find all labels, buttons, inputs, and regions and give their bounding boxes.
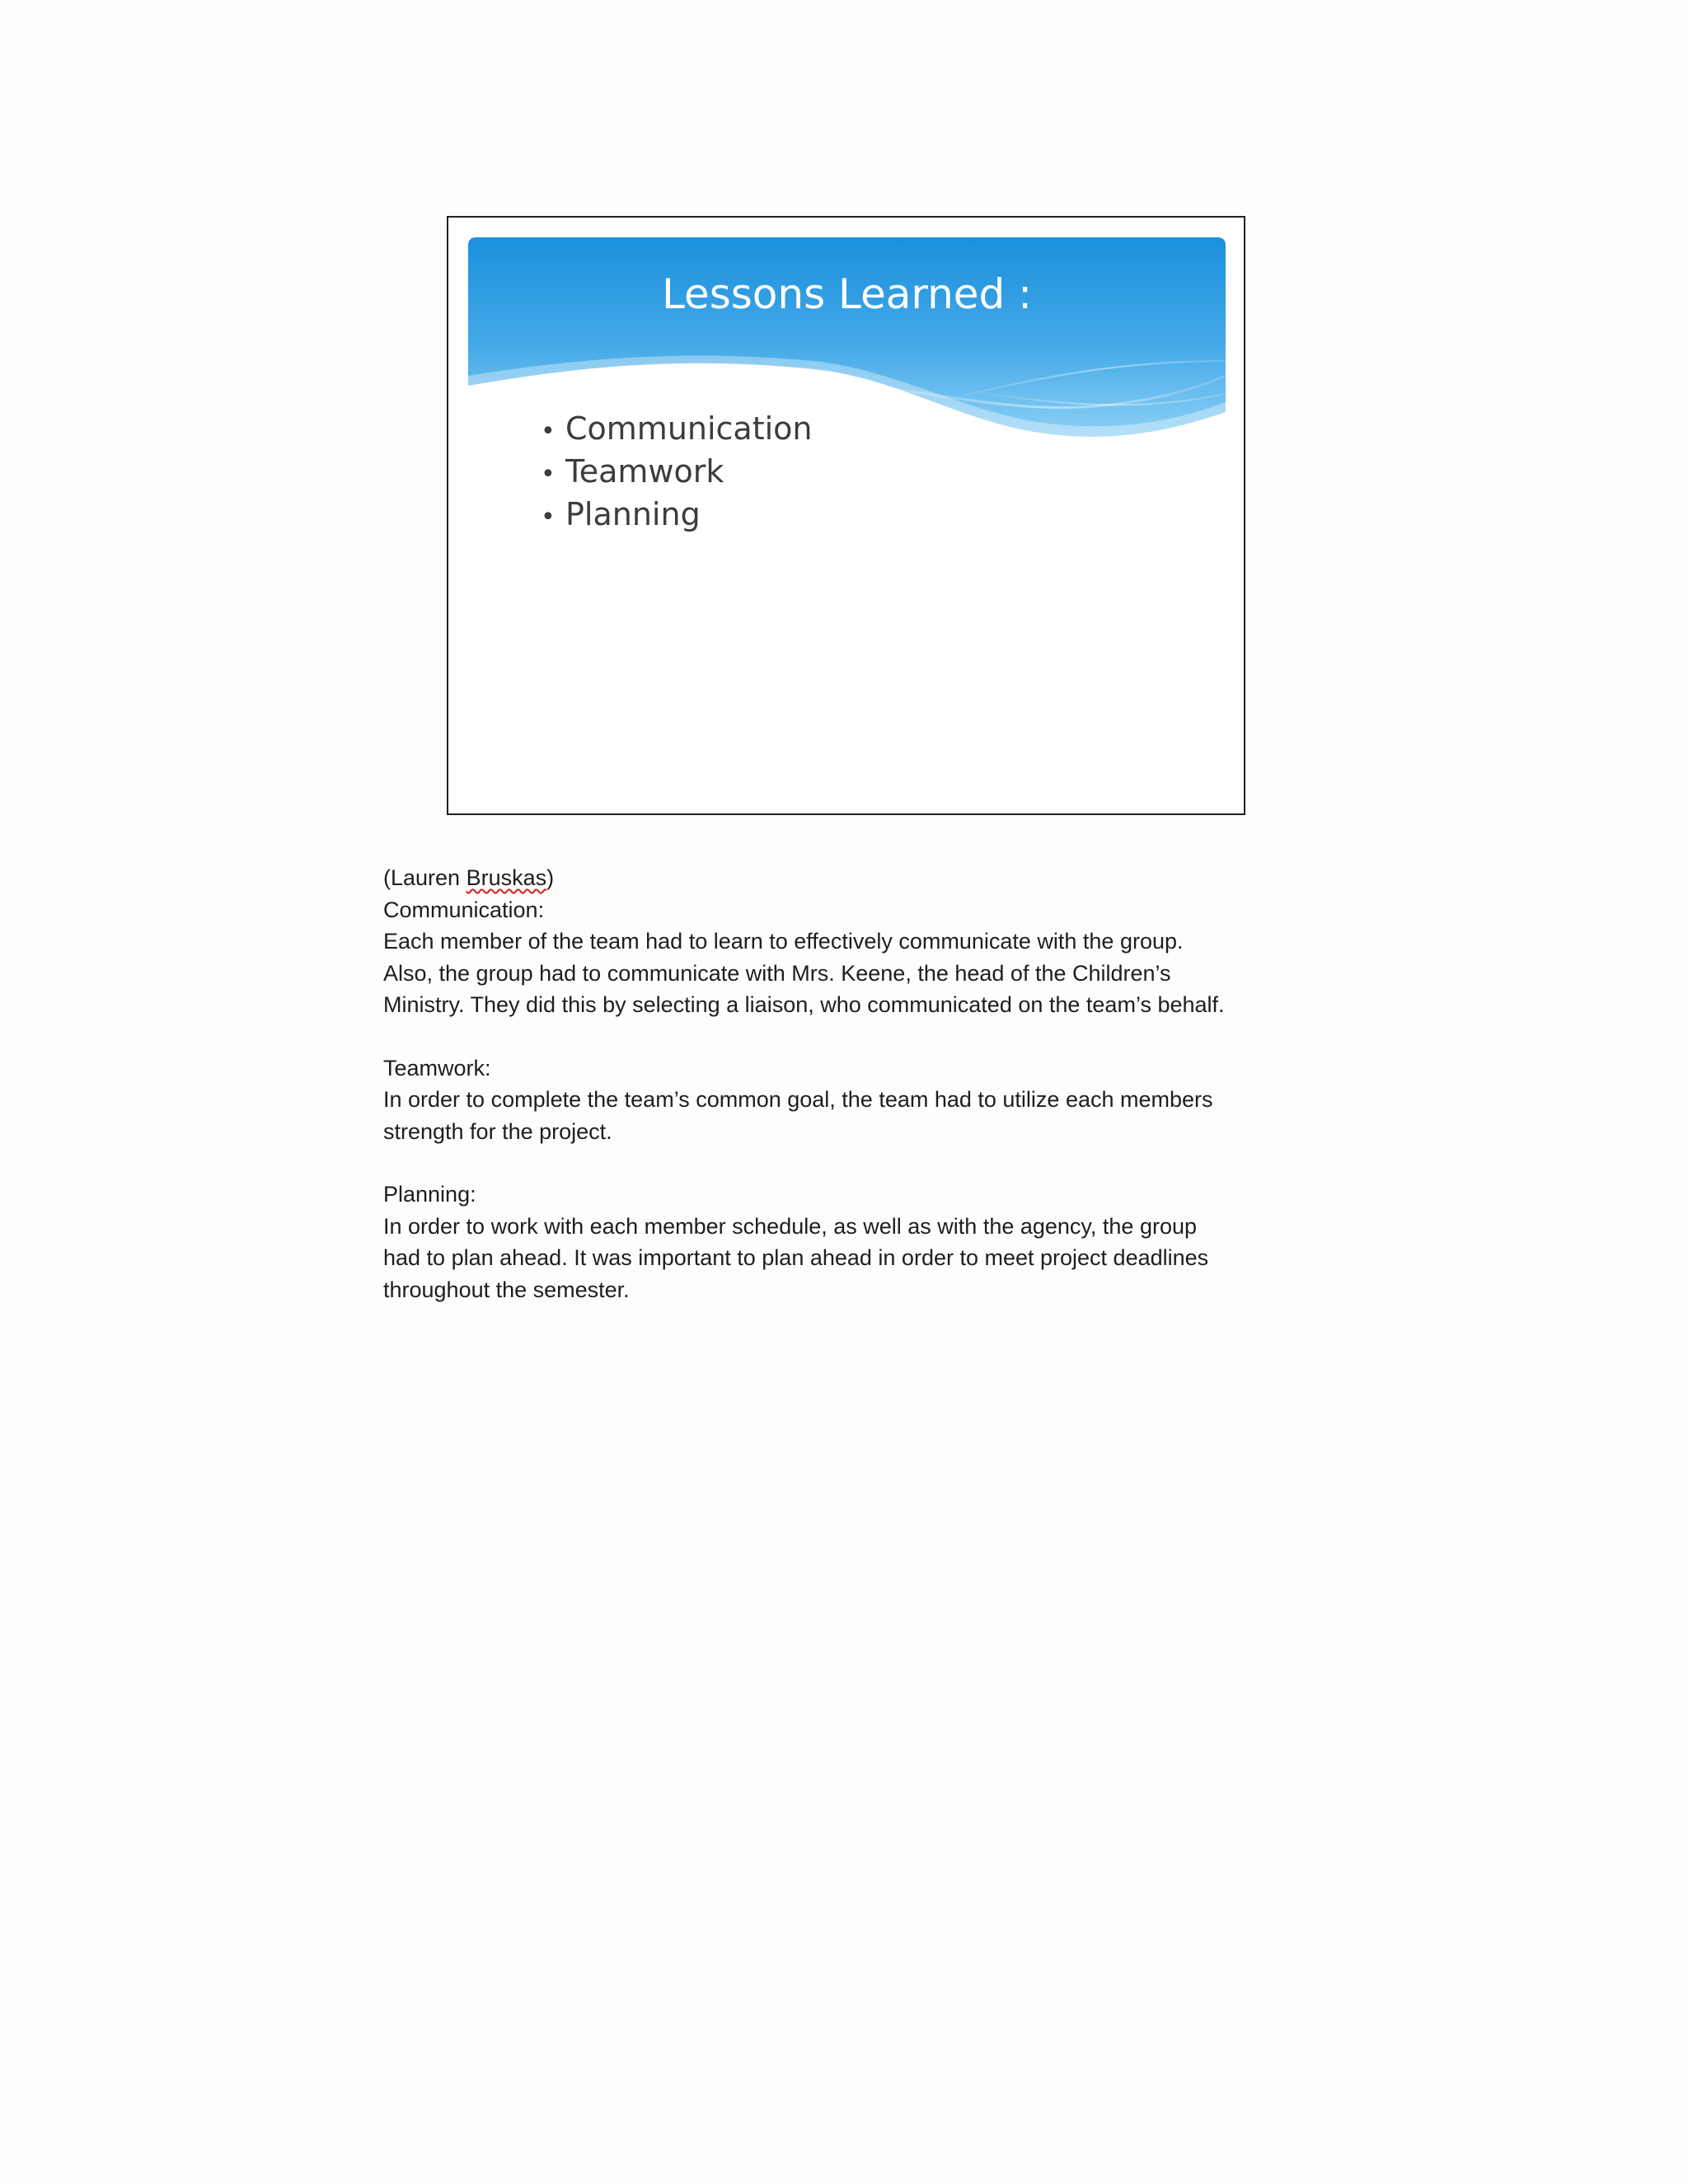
section-line: Ministry. They did this by selecting a liaison, who communicated on the team’s behalf. [383,992,1225,1017]
slide-bullet-item [541,450,813,493]
slide-bullet-text: Planning [565,496,701,532]
section-line: had to plan ahead. It was important to plan ahead in order to meet project deadlines [383,1245,1209,1270]
section-line: In order to work with each member schedule, as well as with the agency, the group [383,1213,1198,1239]
bullet-dot-icon: • [541,460,556,489]
slide-bullet-list [541,407,813,536]
section-heading: Communication: [383,897,545,922]
slide-bullet-item [541,493,813,536]
slide-bullet-text: Teamwork [565,453,724,490]
bullet-dot-icon: • [541,417,556,446]
paragraph-spacer [383,1147,1323,1179]
notes-author: (Lauren Bruskas) [383,865,555,890]
section-line: Also, the group had to communicate with Mrs. Keene, the head of the Children’s [383,960,1171,986]
section-line: throughout the semester. [383,1277,630,1302]
slide-title: Lessons Learned : [661,270,1033,318]
spellcheck-flagged-word: Bruskas [466,865,547,890]
bullet-dot-icon: • [541,503,556,532]
slide-thumbnail [447,216,1245,815]
slide-bullet-item [541,407,813,450]
section-heading: Teamwork: [383,1055,491,1080]
section-heading: Planning: [383,1182,476,1207]
section-line: Each member of the team had to learn to effectively communicate with the group. [383,929,1184,954]
speaker-notes [383,862,1323,1305]
section-line: In order to complete the team’s common goal, the team had to utilize each members [383,1087,1213,1112]
slide-bullet-text: Communication [565,410,813,447]
section-line: strength for the project. [383,1118,612,1144]
paragraph-spacer [383,1021,1323,1052]
